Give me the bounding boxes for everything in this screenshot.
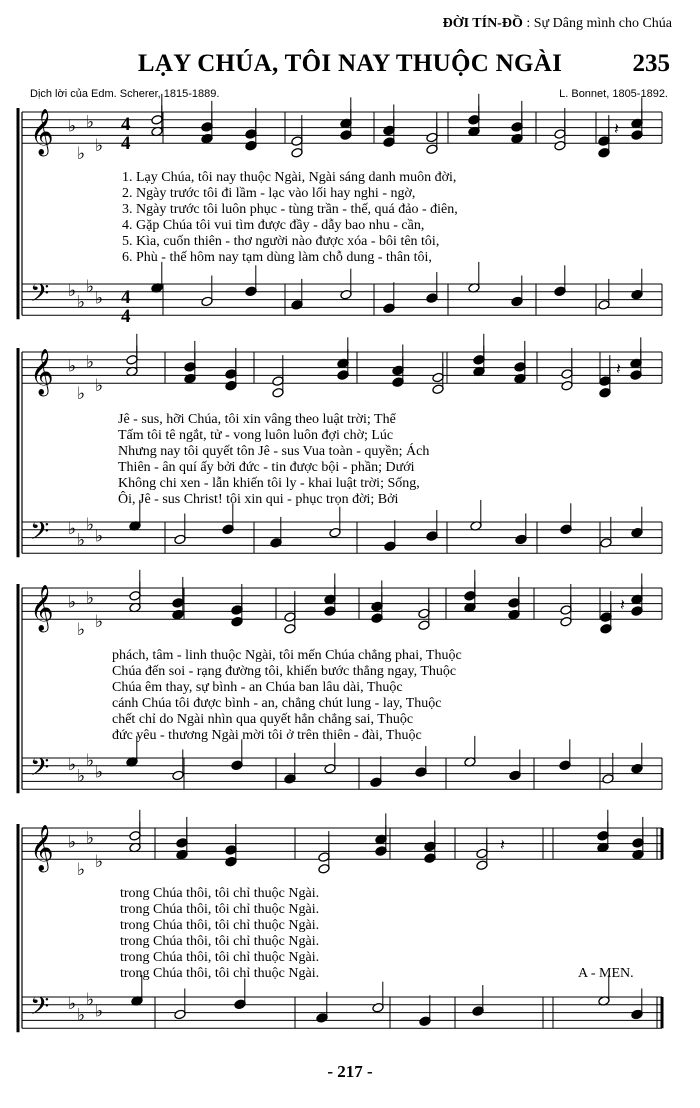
flat-icon: ♭ [77, 530, 86, 551]
flat-icon: ♭ [68, 116, 77, 137]
verse-block-2 [118, 412, 429, 508]
verse-line: Không chi xen - lẫn khiến tôi ly - khai luật trời; Sống, [118, 476, 420, 491]
treble-clef-icon: 𝄞 [30, 349, 54, 395]
verse-line: trong Chúa thôi, tôi chỉ thuộc Ngài. [120, 950, 320, 965]
treble-clef-icon: 𝄞 [30, 585, 54, 631]
flat-icon: ♭ [68, 356, 77, 377]
verse-line: 1. Lạy Chúa, tôi nay thuộc Ngài, Ngài sáng danh muôn đời, [122, 170, 457, 185]
flat-icon: ♭ [86, 352, 95, 373]
verse-line: 3. Ngày trước tôi luôn phục - tùng trần - thế, quá đảo - điên, [122, 202, 458, 217]
lyrics-credit: Dịch lời của Edm. Scherer, 1815-1889. [30, 88, 220, 100]
verse-line: 6. Phù - thế hôm nay tạm dùng làm chỗ dung - thân tôi, [122, 250, 432, 265]
time-signature-bottom: 4 [121, 133, 131, 154]
flat-icon: ♭ [86, 989, 95, 1010]
verse-line: Thiên - ân quí ấy bởi đức - tin được bội - phần; Dưới [118, 460, 415, 475]
verse-block-1 [122, 170, 458, 266]
verse-line: 4. Gặp Chúa tôi vui tìm được đầy - dẫy bao nhu - cần, [122, 218, 425, 233]
rest-icon: 𝄽 [500, 835, 505, 854]
flat-icon: ♭ [77, 766, 86, 787]
flat-icon: ♭ [86, 750, 95, 771]
flat-icon: ♭ [68, 993, 77, 1014]
flat-icon: ♭ [68, 592, 77, 613]
bass-clef-icon: 𝄢 [30, 753, 50, 788]
flat-icon: ♭ [95, 1001, 104, 1022]
verse-line: Jê - sus, hỡi Chúa, tôi xin vâng theo luật trời; Thể [118, 412, 396, 427]
amen-text: A - MEN. [578, 966, 634, 981]
time-signature-bottom: 4 [121, 306, 131, 327]
flat-icon: ♭ [68, 280, 77, 301]
flat-icon: ♭ [95, 612, 104, 633]
flat-icon: ♭ [95, 136, 104, 157]
verse-line: Chúa êm thay, sự bình - an Chúa ban lâu dài, Thuộc [112, 680, 403, 695]
treble-clef-icon: 𝄞 [30, 109, 54, 155]
flat-icon: ♭ [86, 112, 95, 133]
music-credit: L. Bonnet, 1805-1892. [559, 88, 668, 100]
verse-block-3 [112, 648, 462, 744]
flat-icon: ♭ [68, 754, 77, 775]
verse-line: Ôi, Jê - sus Christ! tôi xin qui - phục trọn đời; Bởi [118, 492, 399, 507]
flat-icon: ♭ [77, 859, 86, 880]
verse-line: cánh Chúa tôi được bình - an, chẳng chút lung - lay, Thuộc [112, 696, 442, 711]
hymn-number: 235 [632, 50, 670, 77]
flat-icon: ♭ [86, 514, 95, 535]
bass-clef-icon: 𝄢 [30, 279, 50, 314]
flat-icon: ♭ [95, 526, 104, 547]
time-signature-top: 4 [121, 114, 131, 135]
verse-line: phách, tâm - linh thuộc Ngài, tôi mến Chúa chẳng phai, Thuộc [112, 648, 462, 663]
bass-clef-icon: 𝄢 [30, 517, 50, 552]
flat-icon: ♭ [86, 828, 95, 849]
verse-line: 2. Ngày trước tôi đi lầm - lạc vào lối hay nghi - ngờ, [122, 186, 416, 201]
flat-icon: ♭ [95, 376, 104, 397]
flat-icon: ♭ [86, 588, 95, 609]
flat-icon: ♭ [68, 832, 77, 853]
verse-line: chết chỉ do Ngài nhìn qua quyết hẳn chẳng sai, Thuộc [112, 712, 414, 727]
verse-line: Nhưng nay tôi quyết tôn Jê - sus Vua toàn - quyền; Ách [118, 444, 430, 459]
verse-line: trong Chúa thôi, tôi chỉ thuộc Ngài. [120, 902, 320, 917]
flat-icon: ♭ [77, 619, 86, 640]
verse-line: đức yêu - thương Ngài mời tôi ở trên thiên - đài, Thuộc [112, 728, 422, 743]
verse-line: Tấm tôi tê ngắt, tử - vong luôn luôn đợi chờ; Lúc [118, 428, 394, 443]
flat-icon: ♭ [86, 276, 95, 297]
flat-icon: ♭ [95, 852, 104, 873]
flat-icon: ♭ [68, 518, 77, 539]
section-subtitle: : Sự Dâng mình cho Chúa [526, 16, 672, 31]
flat-icon: ♭ [77, 292, 86, 313]
section-label: ĐỜI TÍN-ĐỒ [442, 16, 523, 31]
verse-line: trong Chúa thôi, tôi chỉ thuộc Ngài. [120, 934, 320, 949]
rest-icon: 𝄽 [616, 359, 621, 378]
bass-clef-icon: 𝄢 [30, 992, 50, 1027]
verse-line: Chúa đến soi - rạng đường tôi, khiến bước thẳng ngay, Thuộc [112, 664, 457, 679]
treble-clef-icon: 𝄞 [30, 825, 54, 871]
flat-icon: ♭ [77, 1005, 86, 1026]
verse-line: 5. Kìa, cuốn thiên - thơ người nào được xóa - bôi tên tôi, [122, 234, 440, 249]
hymn-title: LẠY CHÚA, TÔI NAY THUỘC NGÀI [137, 50, 563, 77]
flat-icon: ♭ [95, 762, 104, 783]
rest-icon: 𝄽 [620, 595, 625, 614]
time-signature-top: 4 [121, 287, 131, 308]
flat-icon: ♭ [77, 143, 86, 164]
page-number: - 217 - [327, 1062, 373, 1081]
verse-line: trong Chúa thôi, tôi chỉ thuộc Ngài. [120, 966, 320, 981]
rest-icon: 𝄽 [614, 119, 619, 138]
flat-icon: ♭ [77, 383, 86, 404]
verse-line: trong Chúa thôi, tôi chỉ thuộc Ngài. [120, 918, 320, 933]
flat-icon: ♭ [95, 288, 104, 309]
verse-block-4 [120, 886, 319, 982]
clefs-and-keys [30, 109, 103, 1027]
verse-line: trong Chúa thôi, tôi chỉ thuộc Ngài. [120, 886, 320, 901]
